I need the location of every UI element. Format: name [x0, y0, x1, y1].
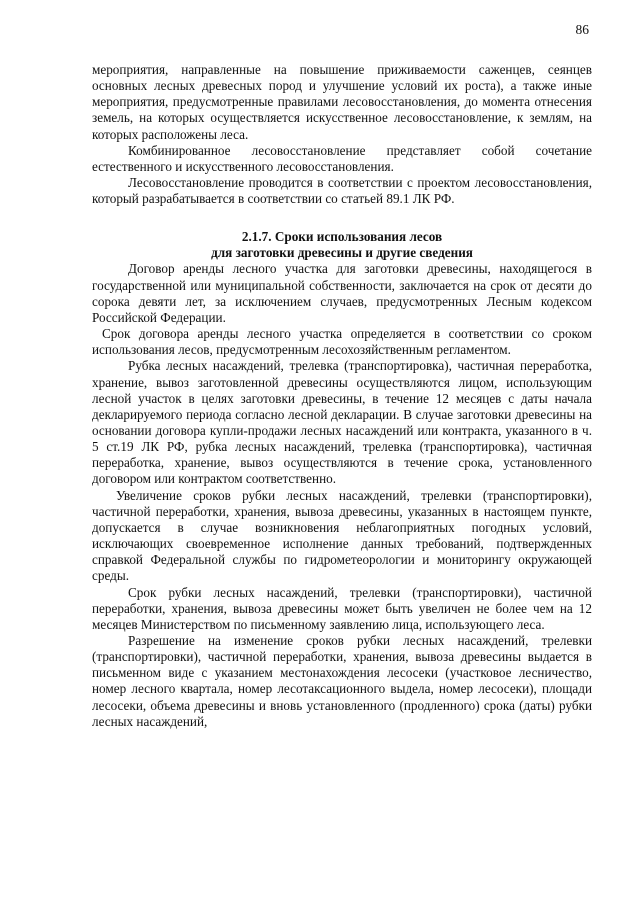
section-heading-line-1: 2.1.7. Сроки использования лесов — [241, 229, 443, 245]
page-number: 86 — [575, 22, 589, 37]
paragraph-term-extension: Увеличение сроков рубки лесных насаждений, трелевки (транспортировки), частичной переработки, хранения, вывоза древесины, указанных в настоящем пункте, допускается в случае возникновения неблагоприятных погодных условий, исключающих своевременное исполнение данных требований, подтвержденных справкой Федеральной службы по гидрометеорологии и мониторингу окружающей среды. — [92, 487, 592, 584]
paragraph-felling-period: Рубка лесных насаждений, трелевка (транспортировка), частичная переработка, хранение, вывоз заготовленной древесины осуществляются лицом, использующим лесной участок в целях заготовки древесины, в течение 12 месяцев с даты начала декларируемого периода согласно лесной декларации. В случае заготовки древесины на основании договора купли-продажи лесных насаждений или контракта, указанного в ч. 5 ст.19 ЛК РФ, рубка лесных насаждений, трелевка (транспортировка), частичная переработка, хранение, вывоз осуществляются в течение срока, установленного договором или контрактом соответственно. — [92, 358, 592, 487]
section-heading-line-2: для заготовки древесины и другие сведения — [211, 245, 473, 261]
paragraph-lease-term: Срок договора аренды лесного участка определяется в соответствии со сроком использования лесов, предусмотренным лесохозяйственным регламентом. — [92, 326, 592, 358]
paragraph-change-permit: Разрешение на изменение сроков рубки лесных насаждений, трелевки (транспортировки), частичной переработки, хранения, вывоза древесины выдается в письменном виде с указанием местонахождения лесосеки (участковое лесничество, номер лесного квартала, номер лесотаксационного выдела, номер лесосеки), площади лесосеки, объема древесины и вновь установленного (продленного) срока (даты) рубки лесных насаждений, — [92, 633, 592, 729]
paragraph-reforestation-project: Лесовосстановление проводится в соответствии с проектом лесовосстановления, который разрабатывается в соответствии со статьей 89.1 ЛК РФ. — [92, 175, 592, 207]
section-heading — [92, 229, 592, 261]
paragraph-extension-limit: Срок рубки лесных насаждений, трелевки (транспортировки), частичной переработки, хранения, вывоза древесины может быть увеличен не более чем на 12 месяцев Министерством по письменному заявлению лица, использующего леса. — [92, 584, 592, 632]
document-body — [92, 62, 592, 730]
paragraph-combined-reforestation: Комбинированное лесовосстановление представляет собой сочетание естественного и искусственного лесовосстановления. — [92, 142, 592, 174]
paragraph-continuation: мероприятия, направленные на повышение приживаемости саженцев, сеянцев основных лесных древесных пород и улучшение условий их роста), а также иные мероприятия, предусмотренные правилами лесовосстановления, до момента отнесения земель, на которых осуществляется искусственное лесовосстановление, к землям, на которых расположены леса. — [92, 62, 592, 142]
paragraph-lease-contract: Договор аренды лесного участка для заготовки древесины, находящегося в государственной или муниципальной собственности, заключается на срок от десяти до сорока девяти лет, за исключением случаев, предусмотренных Лесным кодексом Российской Федерации. — [92, 261, 592, 325]
